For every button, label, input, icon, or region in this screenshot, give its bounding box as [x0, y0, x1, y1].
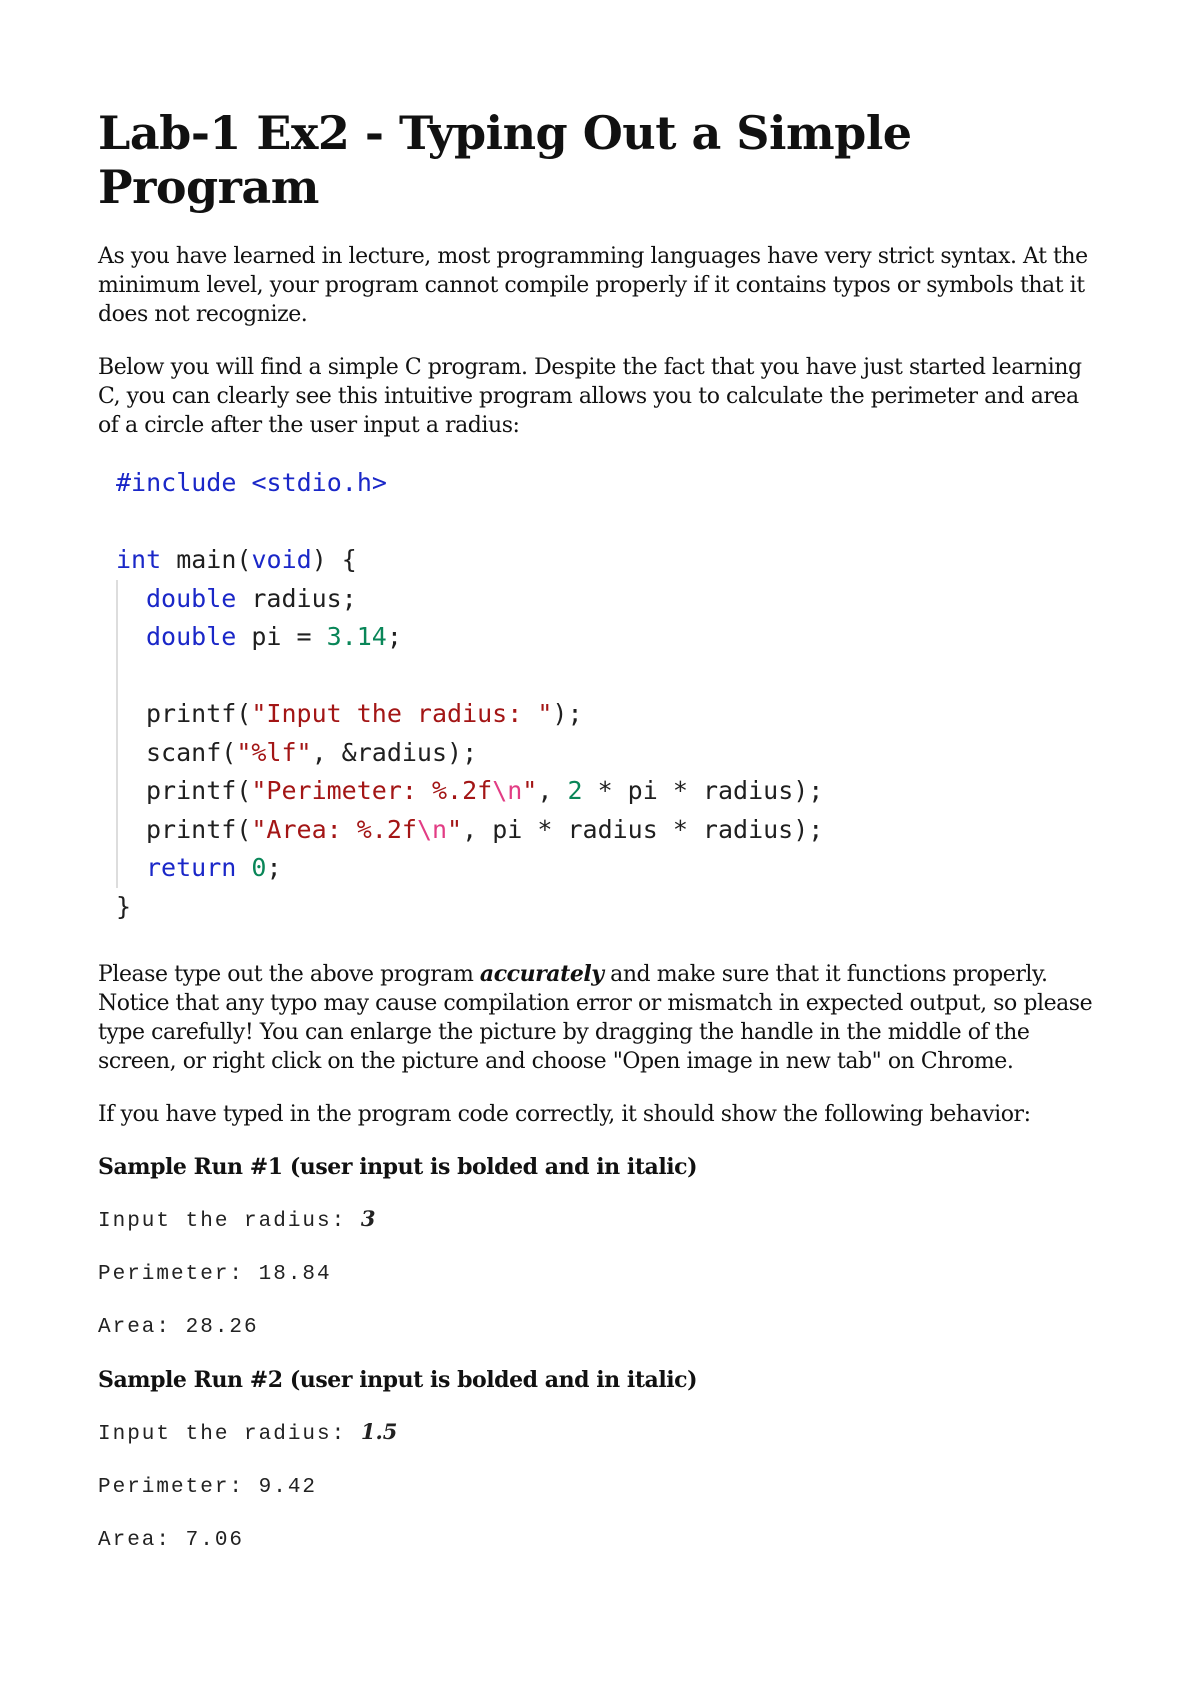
code-blank-line — [116, 503, 1102, 542]
code-l3-end: ); — [552, 699, 583, 728]
sample-run-2-perimeter: Perimeter: 9.42 — [98, 1476, 318, 1499]
code-line-7 — [146, 849, 1102, 888]
code-line-5 — [146, 772, 1102, 811]
code-line-close — [116, 888, 1102, 927]
code-l1-kw: double — [146, 583, 237, 613]
code-l3-fn: printf( — [146, 699, 252, 728]
code-l6-quote: " — [447, 814, 463, 844]
code-l6-fn: printf( — [146, 814, 252, 844]
sample-run-1-prompt — [98, 1204, 1102, 1236]
code-l2-num: 3.14 — [326, 622, 387, 651]
code-body-block — [116, 580, 1102, 888]
code-line-6 — [146, 811, 1102, 850]
sample-run-2-prompt — [98, 1417, 1102, 1449]
instruction-post: and make sure that it functions properly. Notice that any typo may cause compilation error or mismatch in expected output, so please type carefully! You can enlarge the picture by dragging the handle in the middle of the screen, or right click on the picture and choose "Open image in new tab" on Chrome. — [98, 962, 1093, 1074]
code-line-1 — [146, 580, 1102, 619]
instruction-pre: Please type out the above program — [98, 962, 480, 987]
run2-prompt-text: Input the radius: — [98, 1423, 361, 1446]
code-line-main — [116, 541, 1102, 580]
code-l5-end: * pi * radius); — [582, 776, 824, 805]
code-l5-mid: , — [537, 776, 568, 805]
instruction-paragraph — [98, 960, 1102, 1076]
code-l1-rest: radius; — [236, 583, 357, 613]
code-l5-quote: " — [522, 776, 538, 805]
code-line-include — [116, 464, 1102, 503]
run1-user-input: 3 — [360, 1206, 376, 1231]
intro-paragraph: As you have learned in lecture, most programming languages have very strict syntax. At the minimum level, your program cannot compile properly if it contains typos or symbols that it does not recognize. — [98, 244, 1088, 327]
code-l2-end: ; — [386, 622, 402, 651]
sample-run-2-heading: Sample Run #2 (user input is bolded and in italic) — [98, 1367, 698, 1393]
code-line-3 — [146, 695, 1102, 734]
code-main-void: void — [251, 545, 312, 574]
run2-user-input: 1.5 — [360, 1419, 398, 1444]
code-line-4 — [146, 734, 1102, 773]
run1-prompt-text: Input the radius: — [98, 1210, 361, 1233]
code-l6-esc: \n — [416, 814, 448, 844]
code-main-name: main( — [161, 545, 252, 574]
code-blank-line — [146, 657, 1102, 696]
code-l5-str: "Perimeter: %.2f — [251, 776, 493, 805]
code-l4-str: "%lf" — [236, 737, 312, 767]
code-l5-num: 2 — [567, 776, 583, 805]
code-l2-mid: pi = — [236, 622, 327, 651]
code-line-2 — [146, 618, 1102, 657]
code-l5-esc: \n — [492, 776, 523, 805]
code-main-tail: ) { — [311, 545, 357, 574]
code-l6-str: "Area: %.2f — [251, 814, 417, 844]
behavior-paragraph: If you have typed in the program code correctly, it should show the following behavior: — [98, 1102, 1031, 1127]
code-l7-num: 0 — [251, 853, 267, 882]
code-l7-end: ; — [266, 853, 282, 882]
code-l5-fn: printf( — [146, 776, 252, 805]
code-l2-kw: double — [146, 622, 237, 651]
page-title: Lab-1 Ex2 - Typing Out a Simple Program — [98, 106, 912, 214]
code-l7-space — [236, 853, 251, 882]
instruction-emphasis: accurately — [479, 961, 604, 987]
sample-run-2-area: Area: 7.06 — [98, 1529, 245, 1552]
code-close-brace: } — [116, 891, 132, 921]
code-include: #include <stdio.h> — [116, 468, 387, 497]
sample-run-1-perimeter: Perimeter: 18.84 — [98, 1263, 332, 1286]
code-l6-end: , pi * radius * radius); — [462, 814, 824, 844]
code-l4-end: , &radius); — [311, 737, 478, 767]
code-main-kw: int — [116, 545, 162, 574]
code-l3-str: "Input the radius: " — [251, 699, 553, 728]
code-image[interactable] — [116, 464, 1102, 926]
code-l4-fn: scanf( — [146, 737, 237, 767]
below-paragraph: Below you will find a simple C program. Despite the fact that you have just started learning C, you can clearly see this intuitive program allows you to calculate the perimeter and area of a circle after the user input a radius: — [98, 355, 1082, 438]
code-l7-kw: return — [146, 853, 237, 882]
sample-run-1-heading: Sample Run #1 (user input is bolded and in italic) — [98, 1154, 698, 1180]
sample-run-1-area: Area: 28.26 — [98, 1316, 259, 1339]
